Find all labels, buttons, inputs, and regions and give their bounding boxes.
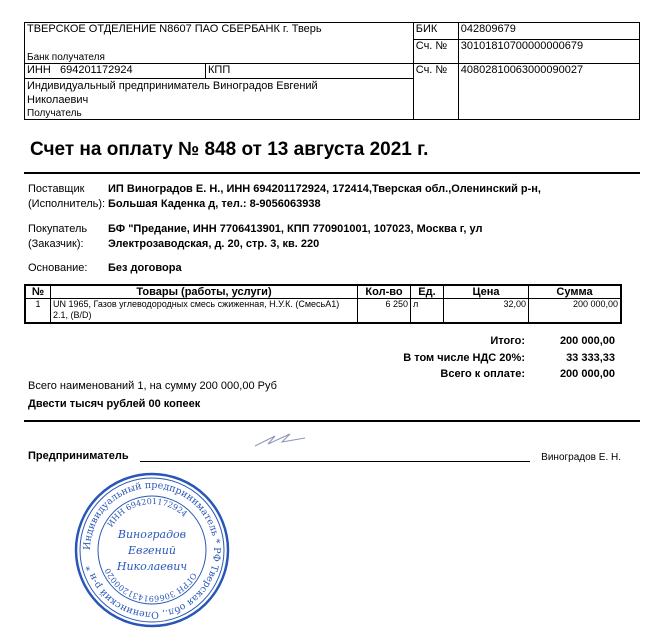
due-value: 200 000,00 [559, 368, 615, 380]
corr-account-value: 30101810700000000679 [458, 40, 639, 64]
buyer-label-2: (Заказчик): [28, 238, 84, 250]
corr-account-label: Сч. № [413, 40, 458, 64]
account-value: 40802810063000090027 [458, 64, 639, 120]
stamp-name-1: Виноградов [117, 528, 187, 541]
signature-role: Предприниматель [28, 450, 129, 462]
recipient-label: Получатель [27, 108, 82, 119]
buyer-line-1: БФ "Предание, ИНН 7706413901, КПП 770901001, 107023, Москва г, ул [108, 223, 483, 235]
col-unit: Ед. [411, 285, 444, 299]
row-qty: 6 250 [358, 299, 411, 323]
supplier-label-2: (Исполнитель): [28, 198, 106, 210]
stamp-name-2: Евгений [128, 544, 176, 557]
supplier-line-2: Большая Каденка д, тел.: 8-9056063938 [108, 198, 321, 210]
title-divider [24, 172, 640, 174]
bank-label: Банк получателя [27, 52, 105, 63]
signature-scribble [250, 428, 310, 452]
vat-value: 33 333,33 [566, 351, 615, 364]
inn-value: 694201172924 [59, 64, 133, 76]
stamp-ogrn: ОГРН 306691431200020 [103, 566, 199, 604]
signature-name: Виноградов Е. Н. [541, 452, 621, 463]
items-count-line: Всего наименований 1, на сумму 200 000,00 Руб [28, 380, 277, 392]
row-unit: л [411, 299, 444, 323]
bank-name: ТВЕРСКОЕ ОТДЕЛЕНИЕ N8607 ПАО СБЕРБАНК г. Тверь [27, 23, 322, 35]
bik-label: БИК [413, 23, 458, 40]
col-goods: Товары (работы, услуги) [51, 285, 358, 299]
total-label: Итого: [490, 335, 525, 347]
total-value: 200 000,00 [559, 335, 615, 347]
table-row [25, 299, 621, 323]
supplier-label: Поставщик [28, 183, 85, 195]
due-label: Всего к оплате: [440, 368, 525, 380]
stamp-inn: ИНН 694201172924 [105, 496, 189, 529]
stamp-outer-text: Индивидуальный предприниматель * РФ Тверская обл., Оленинский р-н * [81, 479, 223, 621]
recipient-name: Индивидуальный предприниматель Виноградов Евгений Николаевич [27, 80, 318, 106]
company-stamp [72, 470, 232, 630]
signature-line [140, 461, 530, 462]
basis-value: Без договора [108, 262, 182, 274]
col-price: Цена [444, 285, 529, 299]
items-table [24, 284, 622, 324]
col-sum: Сумма [529, 285, 622, 299]
kpp-label: КПП [208, 64, 231, 76]
row-name: UN 1965, Газов углеводородных смесь сжиженная, Н.У.К. (СмесьА1) 2.1, (B/D) [51, 299, 358, 323]
basis-label: Основание: [28, 262, 88, 274]
col-qty: Кол-во [358, 285, 411, 299]
bik-value: 042809679 [458, 23, 639, 40]
account-label: Сч. № [413, 64, 458, 120]
amount-in-words: Двести тысяч рублей 00 копеек [28, 398, 201, 410]
row-price: 32,00 [444, 299, 529, 323]
vat-label: В том числе НДС 20%: [403, 351, 525, 364]
supplier-line-1: ИП Виноградов Е. Н., ИНН 694201172924, 172414,Тверская обл.,Оленинский р-н, [108, 183, 541, 195]
buyer-label: Покупатель [28, 223, 88, 235]
buyer-line-2: Электрозаводская, д. 20, стр. 3, кв. 220 [108, 238, 320, 250]
bank-details-table [24, 22, 640, 120]
page-title: Счет на оплату № 848 от 13 августа 2021 г. [30, 139, 429, 160]
row-sum: 200 000,00 [529, 299, 622, 323]
inn-label: ИНН [27, 64, 51, 76]
stamp-name-3: Николаевич [116, 560, 188, 573]
row-number: 1 [25, 299, 51, 323]
summary-divider [24, 420, 640, 422]
col-number: № [25, 285, 51, 299]
